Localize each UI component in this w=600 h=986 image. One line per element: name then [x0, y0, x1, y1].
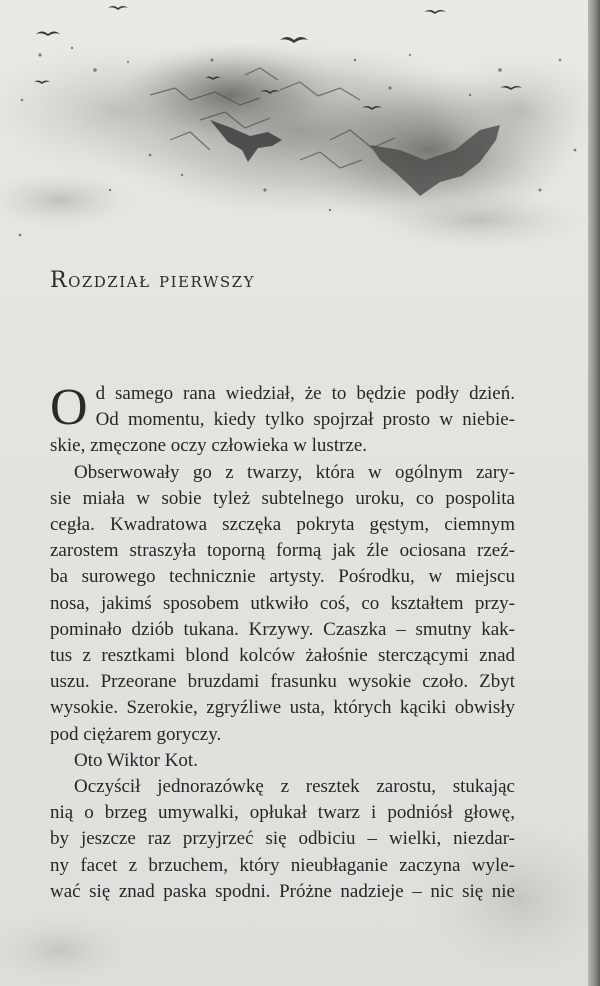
text-line: wać się znad paska spodni. Próżne nadzieje – nic się nie: [50, 880, 515, 902]
text-line: ba surowego technicznie artysty. Pośrodku, w miejscu: [50, 566, 515, 588]
text-line: zarostem straszyła toporną formą jak źle ociosana rzeź-: [50, 540, 515, 562]
chapter-body: [50, 381, 515, 905]
text-line: Oczyścił jednorazówkę z resztek zarostu, stukając: [74, 776, 515, 798]
text-line: pominało dziób tukana. Krzywy. Czaszka – smutny kak-: [50, 618, 515, 640]
text-line: by jeszcze raz przyjrzeć się odbiciu – wielki, niezdar-: [50, 828, 515, 850]
text-line: pod ciężarem goryczy.: [50, 723, 222, 745]
crows-illustration: [0, 0, 588, 260]
text-line: tus z resztkami blond kolców żałośnie sterczącymi znad: [50, 645, 515, 667]
text-line: Oto Wiktor Kot.: [74, 749, 198, 771]
text-line: nią o brzeg umywalki, opłukał twarz i podniósł głowę,: [50, 802, 515, 824]
text-line: ny facet z brzuchem, który nieubłaganie zaczyna wyle-: [50, 854, 515, 876]
text-line: Obserwowały go z twarzy, która w ogólnym zary-: [74, 461, 515, 483]
drop-cap: O: [50, 379, 88, 436]
text-line: sie miała w sobie tyleż subtelnego uroku, co pospolita: [50, 487, 515, 509]
text-line: skie, zmęczone oczy człowieka w lustrze.: [50, 435, 368, 457]
text-line: uszu. Przeorane bruzdami frasunku wysokie czoło. Zbyt: [50, 671, 515, 693]
chapter-title: Rozdział pierwszy: [50, 268, 255, 293]
text-line: Od momentu, kiedy tylko spojrzał prosto w niebie-: [95, 409, 515, 431]
text-line: nosa, jakimś sposobem utkwiło coś, co kształtem przy-: [50, 592, 515, 614]
text-line: cegła. Kwadratowa szczęka pokryta gęstym, ciemnym: [50, 514, 515, 536]
text-line: d samego rana wiedział, że to będzie podły dzień.: [95, 383, 515, 404]
page-edge: [588, 0, 600, 986]
text-line: wysokie. Szerokie, zgryźliwe usta, których kąciki obwisły: [50, 697, 515, 719]
